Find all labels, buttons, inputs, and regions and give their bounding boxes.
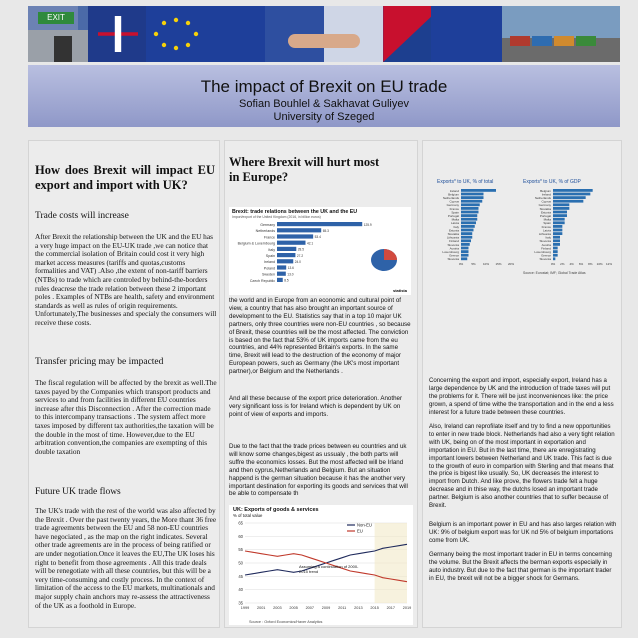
bar-value-label: 28.5 — [297, 247, 305, 252]
bar-label: Czech Republic — [249, 278, 275, 283]
bar-label: Poland — [263, 266, 275, 271]
bar — [461, 211, 479, 214]
bar-label: France — [263, 235, 275, 240]
x-tick-label: 6% — [578, 262, 584, 266]
bar — [277, 241, 305, 245]
x-tick-label: 2% — [560, 262, 565, 266]
bar-label: Latvia — [542, 228, 551, 233]
bar-label: France — [541, 224, 551, 229]
bar-value-label: 53.4 — [314, 235, 321, 240]
bar — [553, 200, 583, 203]
bar — [461, 247, 469, 250]
bar-label: Belgium — [540, 188, 551, 193]
banner-eu-flag-panel — [146, 6, 264, 62]
bar-label: Greece — [449, 253, 459, 258]
bar — [553, 243, 560, 246]
section-text-transfer-pricing: The fiscal regulation will be affected by the brexit as well.The taxes payed by the Companies which transport products and services to and from facilities in different EU countries increase after this Disconnection . After the correction made to this intercompany transactions . The system affect more taxes imposed by different tax authorities,the taxation will be the double in the most of time. However,due to the EU arbitration convention,the companies are exempting of this double taxation — [35, 378, 217, 456]
exports-gdp-chart-title: Exports* to UK, % of GDP — [523, 179, 581, 185]
eu-stars-icon — [146, 6, 264, 62]
bar — [461, 229, 474, 232]
uk-exports-chart-source: Source : Oxford Economics/Haver Analytics — [249, 620, 323, 624]
bar-label: Germany — [538, 203, 551, 208]
bar-label: Lithuania — [538, 232, 551, 236]
banner-exit-panel — [28, 6, 146, 62]
bar-label: Latvia — [450, 221, 459, 226]
banner-handshake-panel — [265, 6, 383, 62]
x-tick-label: 15% — [495, 262, 502, 266]
middle-paragraph-2: And all these because of the export price deterioration. Another very significant loss is for Ireland which is dependent by UK on point of view of exports and imports. — [229, 395, 403, 418]
uk-exports-chart-title: UK: Exports of goods & services — [233, 507, 319, 513]
uk-eu-trade-chart-title: Brexit: trade relations between the UK and the EU — [232, 209, 358, 215]
bar-label: Portugal — [539, 214, 551, 218]
bar — [277, 234, 313, 238]
bar-label: Netherlands — [534, 196, 551, 200]
exports-share-chart-title: Exports* to UK, % of total — [437, 179, 494, 185]
bar-label: Netherlands — [442, 196, 459, 200]
bar — [553, 232, 562, 235]
bar-label: Luxembourg — [534, 250, 551, 254]
bar — [553, 225, 562, 228]
bar-label: Germany — [446, 203, 459, 208]
x-tick-label: 20% — [507, 262, 515, 266]
uk-exports-line-chart — [229, 505, 413, 625]
x-tick-label: 2017 — [386, 606, 396, 610]
banner-flags-panel — [383, 6, 501, 62]
bar — [461, 203, 480, 206]
bar-value-label: 65.3 — [322, 229, 329, 233]
bar — [553, 193, 590, 196]
x-tick-label: 2019 — [402, 606, 412, 610]
bar — [277, 265, 286, 269]
x-tick-label: 1999 — [240, 606, 250, 610]
bar — [461, 221, 476, 224]
bar — [553, 196, 586, 199]
trade-share-pie — [371, 249, 397, 271]
bar — [461, 218, 477, 221]
bar-value-label: 42.1 — [306, 241, 314, 246]
middle-heading: Where Brexit will hurt most in Europe? — [229, 155, 380, 184]
section-title-transfer-pricing: Transfer pricing may be impacted — [35, 357, 164, 367]
bar-label: Cyprus — [449, 199, 459, 204]
legend-label: EU — [357, 528, 363, 534]
uk-eu-trade-chart-source: statista — [392, 288, 407, 293]
bar-label: Estonia — [540, 210, 551, 215]
right-paragraph-1: Concerning the export and import, especially export, Ireland has a large dependence by UK and the introduction of trade taxes will put the problems for it. There will be just inconveniences like: the price grown, a spend of time withe the transportation and in the end a less interest for a future trade between these countries. — [429, 377, 614, 416]
bar — [461, 250, 469, 253]
section-text-trade-costs: After Brexit the relationship between the UK and the EU has a very huge impact on the EU-UK trade ,we can notice that the commercial isolation of Britain could cost it very high market access measures (tariffs and quotas,customs formalities and VAT) .Also ,the extent of non-tariff barriers (NTBs) to trade which are controled by behind-the-borders rules deacrese the trade relation between these 2 important poles . Examples of NTBs are health, safety and environment standards as well as rules of origin requirements. Unfortunately,The businesses and specialy the consumers will receive these costs. — [35, 232, 217, 327]
bar — [553, 221, 565, 224]
bar-label: Belgium & Luxembourg — [237, 241, 275, 246]
exports-share-chart — [427, 187, 517, 271]
section-text-future-trade: The UK's trade with the rest of the world was also affected by the Brexit . Over the past twenty years, the More thant 36 free trade agreements between the EU and 58 non-EU countries have negociated , as the map on the right indicates. Several other trade agreements are in the process of being ratified or are under negotiation.Once it leaves the EU,The UK loses his right to benefit from those agreements . All this trade deals will be renegotiate with all these countries, but this will be a very time-consuming and costly process. In the context of limitation of the access to the EU markets, multinationals and major supply chain anchors may re-assess the attractiveness of the UK as a foothold in Europe. — [35, 506, 217, 610]
bar-label: Spain — [265, 254, 275, 258]
uk-exports-chart-ylabel: % of total value — [233, 513, 263, 518]
bar-label: Malta — [543, 217, 551, 222]
bar-value-label: 8.5 — [284, 278, 289, 283]
bar-value-label: 27.2 — [296, 253, 304, 258]
x-tick-label: 10% — [596, 262, 603, 266]
x-tick-label: 2015 — [370, 606, 379, 610]
right-paragraph-4: Germany being the most important trader in EU in terms concerning the volume. But the Brexit affects the berman exports especially in auto industry. But due to the fact that german is the important trader in EU, the brexit will not be a bigger shock for Germans. — [429, 551, 612, 582]
bar — [461, 214, 477, 217]
x-tick-label: 2009 — [321, 606, 331, 610]
bar — [553, 247, 558, 250]
bar — [277, 272, 286, 276]
bar — [277, 253, 295, 257]
bar — [461, 254, 469, 257]
bar — [461, 189, 496, 192]
trend-annotation: Assuming a continuation of 2000-2015 trend — [299, 564, 359, 574]
x-tick-label: 0% — [458, 262, 464, 266]
bar-label: Netherlands — [255, 229, 275, 234]
x-tick-label: 8% — [588, 262, 593, 266]
bar-label: Spain — [451, 210, 459, 215]
y-tick-label: 55 — [238, 547, 243, 553]
x-tick-label: 2005 — [289, 606, 298, 610]
bar-label: Luxembourg — [442, 250, 459, 254]
y-tick-label: 60 — [238, 533, 243, 539]
x-tick-label: 2001 — [256, 606, 266, 610]
bar-value-label: 13.6 — [287, 266, 294, 271]
right-paragraph-2: Also, Ireland can reprofilate itself and try to find a new opportunities to enter in new trade block. Netherlands had also a very tight relation with UK, being on of the most important in exportation and importation in EU. But in the last time, there are enregistrating important lowers between Netherland and UK trade. This fact is due to the growth of euro in compartion with Sterling and that means that the price is bigest like usually. So, UK decreases the interest to import from Dutch. And like prove, the flowers trade felt a huge decrease and in thise way, the dutchs losed an important trade partner. Belgium is also another countries that to suffer because of Brexit. — [429, 423, 615, 510]
x-tick-label: 4% — [569, 262, 574, 266]
bar — [461, 232, 472, 235]
right-column — [422, 140, 622, 628]
left-column — [28, 140, 220, 628]
bar-label: Germany — [260, 223, 275, 227]
bar-label: Italy — [453, 224, 459, 229]
y-tick-label: 65 — [238, 520, 243, 526]
uk-eu-trade-chart-subtitle: Import/export of the United Kingdom (2016, in billion euros) — [232, 215, 321, 219]
exit-sign: EXIT — [38, 12, 74, 24]
bar — [553, 229, 562, 232]
bar — [461, 193, 484, 196]
bar-label: Slovenia — [539, 239, 551, 244]
bar — [553, 236, 560, 239]
x-tick-label: 12% — [605, 262, 613, 266]
bar-label: Cyprus — [541, 199, 551, 204]
y-tick-label: 50 — [238, 560, 243, 566]
bar — [553, 257, 555, 260]
bar-label: Belgium — [448, 192, 459, 197]
bar-label: Slovenia — [447, 257, 459, 262]
bar-label: Italy — [545, 235, 551, 240]
bar-label: Slovakia — [447, 232, 459, 236]
y-tick-label: 40 — [238, 587, 243, 593]
bar — [553, 250, 558, 253]
bar — [277, 259, 293, 263]
bar-label: Slovakia — [539, 206, 551, 211]
bar — [553, 239, 560, 242]
poster-title: The impact of Brexit on EU trade — [200, 77, 448, 96]
header-banner — [28, 6, 620, 62]
middle-paragraph-1: the world and in Europe from an economic and cultural point of view, a country that has also brought an important source of development to the EU. Statistics say that in a top 10 major UK partners, only three countries were non-EU countries , so because of Brexit, these countries will be the most affected. The conviction is based on the fact that 53% of UK imports came from the eu countries, and 44% represented Britain's exports. In the same time, Brexit will lead to the destruction of the economy of major European powers, such as Germany (the UK's most important partner),or Belgium and the Netherlands . — [229, 297, 411, 376]
bar — [277, 247, 296, 251]
y-tick-label: 45 — [238, 573, 243, 579]
bar-label: Estonia — [448, 228, 459, 233]
x-tick-label: 2007 — [305, 606, 315, 610]
legend-label: Non-EU — [357, 522, 372, 528]
bar-label: Ireland — [449, 188, 459, 193]
bar — [461, 200, 482, 203]
bar — [461, 207, 479, 210]
bar — [553, 189, 593, 192]
y-tick-label: 35 — [238, 600, 243, 606]
x-tick-label: 2013 — [354, 606, 363, 610]
bar — [553, 214, 567, 217]
exports-gdp-chart — [519, 187, 615, 271]
bar-value-label: 13.0 — [287, 272, 294, 277]
poster-title-block — [28, 65, 620, 127]
uk-eu-trade-chart — [229, 207, 411, 295]
bar — [553, 218, 565, 221]
right-paragraph-3: Belgium is an important power in EU and has also larges relation with UK: 9% of belgium export was for UK nd 5% of belgium importations come from UK. — [429, 521, 617, 544]
forecast-region — [375, 523, 407, 603]
bar-label: Slovenia — [447, 242, 459, 247]
x-tick-label: 2003 — [273, 606, 282, 610]
bar — [553, 254, 558, 257]
bar-label: Ireland — [541, 192, 551, 197]
bar-label: Italy — [268, 247, 275, 252]
poster-university: University of Szeged — [273, 111, 375, 123]
bar-label: Finland — [449, 239, 459, 244]
bar-label: Austria — [449, 246, 459, 251]
bar-value-label: 24.0 — [294, 260, 301, 264]
bar — [461, 236, 472, 239]
bar-label: Malta — [451, 217, 459, 222]
section-title-trade-costs: Trade costs will increase — [35, 211, 129, 221]
bar-label: Greece — [541, 253, 551, 258]
bar-label: Austria — [541, 242, 551, 247]
bar-value-label: 125.9 — [363, 222, 372, 227]
x-tick-label: 10% — [482, 262, 490, 266]
bar-label: Finland — [541, 246, 551, 251]
x-tick-label: 0% — [550, 262, 556, 266]
bar — [461, 225, 475, 228]
middle-column — [224, 140, 418, 628]
bar-label: Portugal — [447, 214, 459, 218]
bar — [461, 239, 471, 242]
bar — [553, 211, 567, 214]
bar — [461, 257, 467, 260]
x-tick-label: 5% — [471, 262, 476, 266]
banner-port-panel — [502, 6, 620, 62]
bar — [461, 196, 484, 199]
bar-label: Ireland — [264, 260, 275, 265]
bar-label: Lithuania — [446, 235, 459, 240]
bar — [461, 243, 470, 246]
bar — [277, 228, 321, 232]
bar — [553, 203, 569, 206]
bar-label: France — [449, 206, 459, 211]
poster-authors: Sofian Bouhlel & Sakhavat Guliyev — [239, 98, 409, 110]
exports-charts-source: Source: Eurostat; IMF; Global Trade Atlas — [523, 271, 586, 275]
bar-label: Sweden — [262, 272, 275, 277]
left-heading: How does Brexit will impact EU export and import with UK? — [35, 163, 215, 192]
section-title-future-trade: Future UK trade flows — [35, 487, 121, 497]
bar — [277, 278, 283, 282]
bar-label: Spain — [543, 221, 551, 226]
bar-label: Slovenia — [539, 257, 551, 262]
bar — [553, 207, 569, 210]
middle-paragraph-3: Due to the fact that the trade prices between eu countries and uk will know some changes,bigest as ussualy , the both parts will suffre the economics losses. But the most affected will be Irland and then cyprus,Netherlands and Belgium. But an situation happend is the german situation because it has the another very important destination for exporting its goods and services that will be able to compensate th — [229, 443, 408, 498]
bar — [277, 222, 362, 226]
x-tick-label: 2011 — [338, 606, 347, 610]
